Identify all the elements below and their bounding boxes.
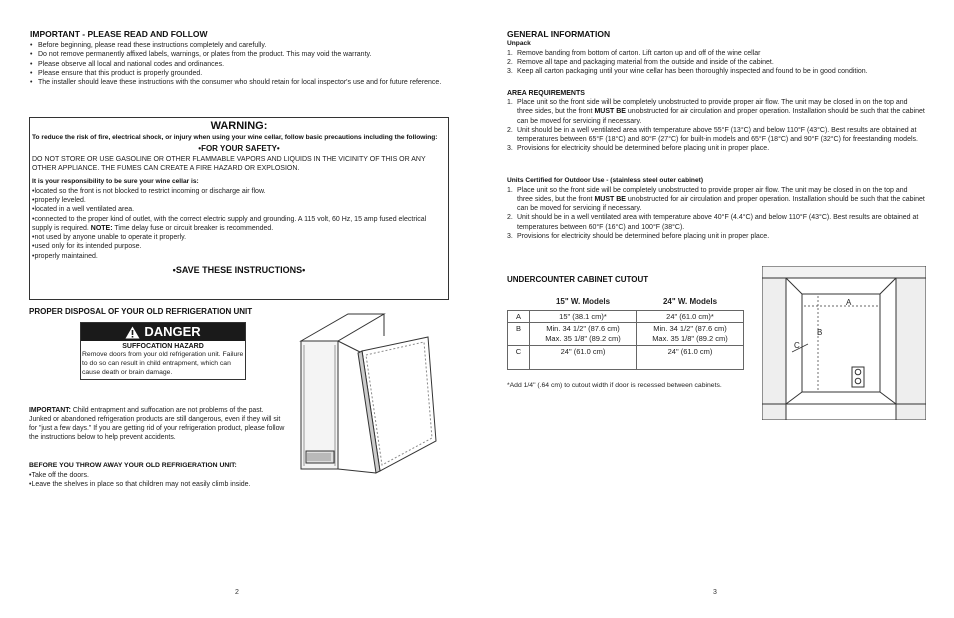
resp-item: [32, 215, 446, 233]
list-item: • Please observe all local and national codes and ordinances.: [30, 60, 442, 69]
hazard-title: SUFFOCATION HAZARD: [122, 343, 204, 350]
before-section: [29, 462, 309, 489]
list-item: 2. Unit should be in a well ventilated area with temperature above 40°F (4.4°C) and below 110°F (43°C). Best results are obtained at temperatures between 60°F (16°C) and 100°F (38°C).: [507, 214, 919, 231]
list-item: 3. Provisions for electricity should be determined before placing unit in proper place.: [507, 232, 770, 240]
list-item: 1. Place unit so the front side will be completely unobstructed to provide proper air flow. The unit may be closed in on the top and three sides, but the front MUST BE unobstructed for air circulation and proper operation. Installation should be such that the cabinet can be moved for servicing if necessary.: [507, 186, 925, 213]
list-item-text: Place unit so the front side will be completely unobstructed to provide proper air flow. The unit may be closed in on the top and three sides, but the front: [517, 99, 908, 116]
list-item: 3. Provisions for electricity should be determined before placing unit in proper place.: [507, 145, 770, 153]
important-section: [30, 29, 442, 87]
cutout-title: UNDERCOUNTER CABINET CUTOUT: [507, 275, 649, 284]
cutout-table: [507, 297, 744, 370]
list-item-text: Unit should be in a well ventilated area with temperature above 55°F (13°C) and below 110°F (43°C). Best results are obtained at temperatures between 65°F (18°C) and 80°F (27°C) for built-in models and 65°F (18°C) and 90°F (32°C) for freestanding models.: [517, 126, 918, 144]
warning-box: [29, 117, 449, 300]
list-item-text: unobstructed for air circulation and proper operation. Installation should be such that the cabinet can be moved for servicing if necessary.: [517, 108, 925, 125]
list-item: 3. Keep all carton packaging until your wine cellar has been thoroughly inspected and found to be in good condition.: [507, 68, 868, 76]
table-cell: [637, 323, 744, 346]
note-label: NOTE:: [90, 224, 113, 232]
before-item: •Take off the doors.: [29, 471, 89, 479]
important-list: [30, 41, 442, 87]
list-item: • Please ensure that this product is properly grounded.: [30, 69, 442, 78]
page-number-right: 3: [713, 589, 717, 596]
important-label: IMPORTANT:: [29, 407, 71, 414]
cutout-diagram: [762, 266, 926, 420]
dimension-label-b: B: [817, 328, 823, 337]
resp-item: •located so the front is not blocked to restrict incoming or discharge air flow.: [32, 187, 266, 195]
cell-line: Min. 34 1/2" (87.6 cm): [546, 324, 620, 334]
list-item-text: Remove all tape and packaging material from the outside and inside of the cabinet.: [517, 59, 774, 67]
list-item-text: Provisions for electricity should be determined before placing unit in proper place.: [517, 232, 770, 240]
cutout-footnote: *Add 1/4" (.64 cm) to cutout width if door is recessed between cabinets.: [507, 382, 722, 389]
list-item: 2. Unit should be in a well ventilated area with temperature above 55°F (13°C) and below 110°F (43°C). Best results are obtained at temperatures between 65°F (18°C) and 80°F (27°C) for built-in models and 65°F (18°C) and 90°F (32°C) for freestanding models.: [507, 126, 918, 144]
area-list: [507, 98, 925, 153]
cell-line: Max. 35 1/8" (89.2 cm): [545, 334, 621, 344]
outdoor-title: Units Certified for Outdoor Use - (stainless steel outer cabinet): [507, 177, 704, 184]
resp-item: •not used by anyone unable to operate it properly.: [32, 234, 187, 242]
list-item-text: Place unit so the front side will be completely unobstructed to provide proper air flow. The unit may be closed in on the top and three sides, but the front: [517, 186, 908, 203]
list-item-text: Remove banding from bottom of carton. Lift carton up and off of the wine cellar: [517, 49, 761, 57]
cell-line: Min. 34 1/2" (87.6 cm): [653, 324, 727, 334]
disposal-title: PROPER DISPOSAL OF YOUR OLD REFRIGERATION UNIT: [29, 307, 253, 316]
hazard-text: Remove doors from your old refrigeration unit. Failure to do so can result in child entrapment, which can cause death or brain damage.: [82, 351, 244, 377]
note-text: Time delay fuse or circuit breaker is recommended.: [114, 224, 274, 232]
must-be-label: MUST BE: [594, 108, 626, 116]
general-title: GENERAL INFORMATION: [507, 29, 611, 39]
list-item: • Do not remove permanently affixed labels, warnings, or plates from the product. This may void the warranty.: [30, 50, 442, 59]
danger-box: [80, 322, 246, 380]
table-cell: 15" (38.1 cm)*: [530, 310, 637, 323]
area-title: AREA REQUIREMENTS: [507, 90, 585, 97]
wine-cellar-illustration: [296, 311, 446, 477]
dimension-label-c: C: [794, 341, 800, 350]
table-row: [508, 323, 744, 346]
list-item-text: Unit should be in a well ventilated area with temperature above 40°F (4.4°C) and below 110°F (43°C). Best results are obtained at temperatures between 60°F (16°C) and 100°F (38°C).: [517, 214, 919, 231]
page-number-left: 2: [235, 589, 239, 596]
table-header-row: [508, 297, 744, 310]
outdoor-list: [507, 186, 925, 241]
list-item: 1. Remove banding from bottom of carton. Lift carton up and off of the wine cellar: [507, 49, 761, 57]
important-title: IMPORTANT - PLEASE READ AND FOLLOW: [30, 29, 208, 39]
table-cell: [530, 323, 637, 346]
dimension-label-a: A: [846, 298, 852, 307]
list-item-text: Keep all carton packaging until your wine cellar has been thoroughly inspected and found to be in good condition.: [517, 68, 868, 76]
resp-item: •located in a well ventilated area.: [32, 206, 135, 214]
area-section: [507, 89, 925, 154]
must-be-label: MUST BE: [594, 195, 626, 203]
warning-intro: To reduce the risk of fire, electrical shock, or injury when using your wine cellar, follow basic precautions including the following:: [32, 133, 438, 141]
before-title: BEFORE YOU THROW AWAY YOUR OLD REFRIGERATION UNIT:: [29, 462, 237, 469]
table-cell: 24" (61.0 cm)*: [637, 310, 744, 323]
danger-label: DANGER: [144, 324, 201, 340]
list-item: 1. Place unit so the front side will be completely unobstructed to provide proper air flow. The unit may be closed in on the top and three sides, but the front MUST BE unobstructed for air circulation and proper operation. Installation should be such that the cabinet can be moved for servicing if necessary.: [507, 99, 925, 125]
unpack-title: Unpack: [507, 40, 531, 48]
important-paragraph: [29, 406, 287, 442]
table-cell: 24" (61.0 cm): [530, 346, 637, 370]
general-section: [507, 29, 927, 77]
important-text: Child entrapment and suffocation are not problems of the past. Junked or abandoned refrigeration products are still dangerous, even if they will sit for "just a few days." If you are getting rid of your refrigeration product, please follow the instructions below to help prevent accidents.: [29, 407, 285, 442]
table-row: [508, 310, 744, 323]
danger-header: [81, 323, 245, 341]
table-row: [508, 346, 744, 370]
resp-item: •properly maintained.: [32, 252, 98, 260]
list-item: 2. Remove all tape and packaging material from the outside and inside of the cabinet.: [507, 59, 774, 67]
table-header: 24" W. Models: [662, 297, 718, 306]
resp-item: •used only for its intended purpose.: [32, 243, 142, 251]
resp-item: •properly leveled.: [32, 197, 86, 205]
table-cell: 24" (61.0 cm): [637, 346, 744, 370]
list-item: • Before beginning, please read these instructions completely and carefully.: [30, 41, 442, 50]
list-item-text: Provisions for electricity should be determined before placing unit in proper place.: [517, 145, 770, 153]
warning-title: WARNING:: [210, 120, 268, 132]
warning-triangle-icon: [125, 326, 140, 339]
table-header: [508, 297, 530, 310]
responsibility-title: It is your responsibility to be sure your wine cellar is:: [32, 178, 199, 186]
resp-item-text: •connected to the proper kind of outlet, with the correct electric supply and grounding. A 115 volt, 60 Hz, 15 amp fused electrical supply is required.: [32, 215, 427, 232]
unpack-list: [507, 49, 927, 77]
safety-title: •FOR YOUR SAFETY•: [198, 144, 280, 154]
outdoor-section: [507, 177, 925, 241]
row-label: B: [508, 323, 530, 346]
safety-text: DO NOT STORE OR USE GASOLINE OR OTHER FLAMMABLE VAPORS AND LIQUIDS IN THE VICINITY OF THIS OR ANY OTHER APPLIANCE. THE FUMES CAN CREATE A FIRE HAZARD OR EXPLOSION.: [32, 155, 426, 172]
table-header: 15" W. Models: [555, 297, 611, 306]
row-label: A: [508, 310, 530, 323]
before-item: •Leave the shelves in place so that children may not easily climb inside.: [29, 481, 251, 489]
list-item-text: unobstructed for air circulation and proper operation. Installation should be such that the cabinet can be moved for servicing if necessary.: [517, 195, 925, 213]
cell-line: Max. 35 1/8" (89.2 cm): [652, 334, 728, 344]
save-instructions: •SAVE THESE INSTRUCTIONS•: [172, 264, 306, 275]
list-item: • The installer should leave these instructions with the consumer who should retain for local inspector's use and for future reference.: [30, 78, 442, 87]
row-label: C: [508, 346, 530, 370]
